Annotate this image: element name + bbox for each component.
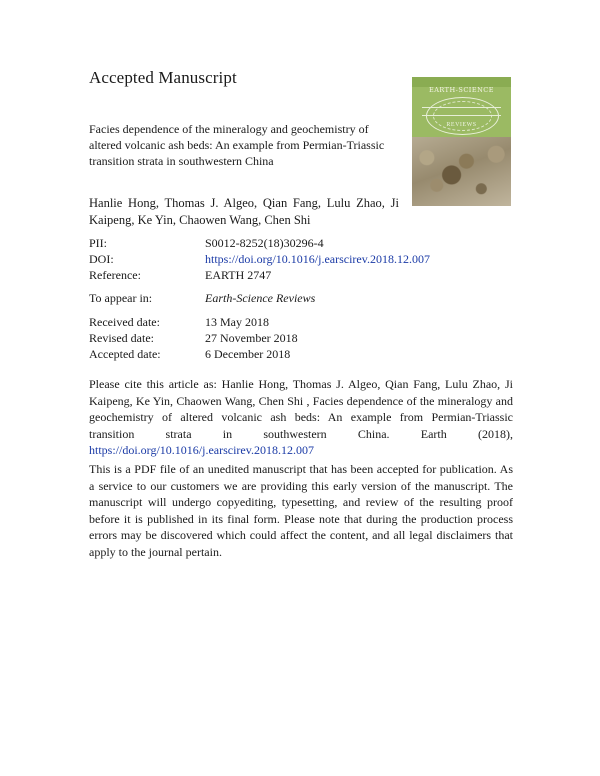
revised-date: 27 November 2018 — [205, 331, 298, 345]
pii-value: S0012-8252(18)30296-4 — [205, 236, 324, 250]
author-list: Hanlie Hong, Thomas J. Algeo, Qian Fang, Lulu Zhao, Ji Kaipeng, Ke Yin, Chaowen Wang, Chen Shi — [89, 196, 399, 227]
reference-label: Reference: — [89, 268, 141, 282]
received-label: Received date: — [89, 315, 160, 329]
disclaimer-paragraph: This is a PDF file of an unedited manuscript that has been accepted for publication. As a service to our customers we are providing this early version of the manuscript. The manuscript will undergo copyediting, typesetting, and review of the resulting proof before it is published in its final form. Please note that during the production process errors may be discovered which could affect the content, and all legal disclaimers that apply to the journal pertain. — [89, 462, 513, 559]
appear-label: To appear in: — [89, 291, 153, 305]
cover-rule — [422, 115, 501, 116]
doi-link[interactable]: https://doi.org/10.1016/j.earscirev.2018.12.007 — [205, 252, 430, 266]
cover-rock-photo — [412, 137, 511, 206]
cover-journal-title: EARTH-SCIENCE — [428, 86, 495, 94]
citation-text: Please cite this article as: Hanlie Hong, Thomas J. Algeo, Qian Fang, Lulu Zhao, Ji Kaipeng, Ke Yin, Chaowen Wang, Chen Shi , Facies dependence of the mineralogy and geochemistry of altered volcanic ash beds: An example from Permian-Triassic transition strata in southwestern China. Earth (2018), — [89, 377, 513, 441]
citation-doi-link[interactable]: https://doi.org/10.1016/j.earscirev.2018.12.007 — [89, 443, 314, 458]
cover-journal-subtitle: REVIEWS — [446, 122, 477, 128]
article-title: Facies dependence of the mineralogy and geochemistry of altered volcanic ash beds: An example from Permian-Triassic transition strata in southwestern China — [89, 122, 385, 168]
reference-value: EARTH 2747 — [205, 268, 272, 282]
doi-label: DOI: — [89, 252, 114, 266]
page-heading: Accepted Manuscript — [89, 68, 237, 87]
journal-cover-image — [412, 77, 511, 206]
revised-label: Revised date: — [89, 331, 154, 345]
cover-rule — [422, 107, 501, 108]
citation-paragraph — [89, 376, 513, 459]
pii-label: PII: — [89, 236, 107, 250]
accepted-label: Accepted date: — [89, 347, 161, 361]
journal-name: Earth-Science Reviews — [205, 291, 316, 305]
accepted-date: 6 December 2018 — [205, 347, 291, 361]
received-date: 13 May 2018 — [205, 315, 269, 329]
